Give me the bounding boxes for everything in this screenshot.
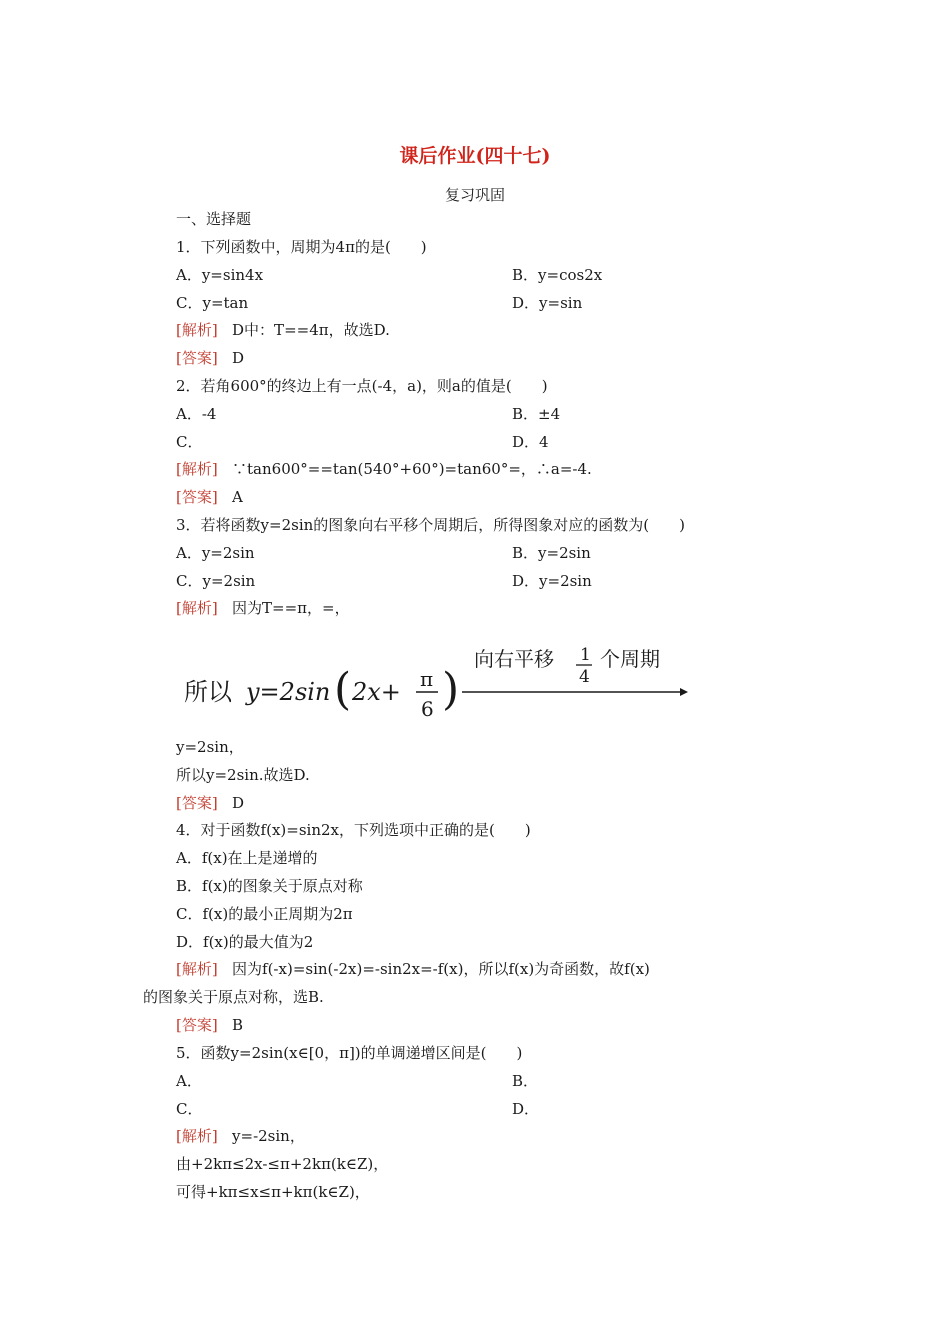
- figure-expr: y=2sin: [246, 678, 331, 706]
- analysis-text: 因为f(-x)=sin(-2x)=-sin2x=-f(x)，所以f(x)为奇函数，故f(x): [232, 960, 650, 978]
- q5-option-a: A．: [176, 1072, 202, 1090]
- arrow-head-icon: [680, 688, 688, 696]
- answer-text: A: [232, 488, 243, 506]
- q4-option-a: A．f(x)在上是递增的: [176, 849, 318, 867]
- answer-text: D: [232, 349, 245, 367]
- left-paren: (: [334, 664, 352, 715]
- section-subtitle: 复习巩固: [444, 186, 505, 204]
- q1-analysis: [176, 320, 390, 340]
- q3-after-2: 所以y=2sin.故选D.: [176, 766, 310, 784]
- q2-answer: [176, 487, 243, 507]
- frac-denominator: 6: [421, 697, 434, 721]
- analysis-text: y=-2sin，: [232, 1127, 305, 1145]
- q3-option-b: B．y=2sin: [512, 544, 591, 562]
- q5-stem: 5．函数y=2sin(x∈[0，π])的单调递增区间是( ): [176, 1044, 523, 1062]
- analysis-tag: [解析]: [176, 460, 218, 478]
- q5-step-3: 可得+kπ≤x≤π+kπ(k∈Z)，: [176, 1183, 370, 1201]
- frac-numerator: π: [420, 667, 434, 691]
- q2-option-d: D．4: [512, 433, 549, 451]
- page-title: 课后作业(四十七): [399, 145, 551, 167]
- q4-option-d: D．f(x)的最大值为2: [176, 933, 314, 951]
- analysis-tag: [解析]: [176, 960, 218, 978]
- q3-analysis: [176, 598, 350, 618]
- answer-tag: [答案]: [176, 794, 218, 812]
- q1-option-a: A．y=sin4x: [176, 266, 264, 284]
- q5-option-b: B．: [512, 1072, 539, 1090]
- figure-inner: 2x+: [352, 678, 401, 706]
- q5-analysis: [176, 1126, 305, 1146]
- q4-analysis-continued: 的图象关于原点对称，选B.: [143, 988, 324, 1006]
- answer-tag: [答案]: [176, 488, 218, 506]
- q4-stem: 4．对于函数f(x)=sin2x，下列选项中正确的是( ): [176, 821, 531, 839]
- arrow-label-right: 个周期: [600, 647, 660, 671]
- q2-stem: 2．若角600°的终边上有一点(-4，a)，则a的值是( ): [176, 377, 548, 395]
- q2-option-b: B．±4: [512, 405, 561, 423]
- q3-option-d: D．y=2sin: [512, 572, 592, 590]
- q4-option-b: B．f(x)的图象关于原点对称: [176, 877, 363, 895]
- q4-answer: [176, 1015, 243, 1035]
- arrow-frac-den: 4: [579, 667, 590, 687]
- q5-step-2: 由+2kπ≤2x-≤π+2kπ(k∈Z)，: [176, 1155, 389, 1173]
- q1-option-b: B．y=cos2x: [512, 266, 603, 284]
- q3-option-c: C．y=2sin: [176, 572, 256, 590]
- q1-stem: 1．下列函数中，周期为4π的是( ): [176, 238, 427, 256]
- q1-option-d: D．y=sin: [512, 294, 583, 312]
- q3-stem: 3．若将函数y=2sin的图象向右平移个周期后，所得图象对应的函数为( ): [176, 516, 685, 534]
- q3-option-a: A．y=2sin: [176, 544, 255, 562]
- transformation-svg: [180, 640, 700, 730]
- q1-option-c: C．y=tan: [176, 294, 249, 312]
- q2-option-a: A．-4: [176, 405, 217, 423]
- q3-after-1: y=2sin，: [176, 738, 244, 756]
- analysis-text: 因为T==π，=，: [232, 599, 350, 617]
- answer-text: B: [232, 1016, 244, 1034]
- q1-answer: [176, 348, 244, 368]
- q3-answer: [176, 793, 244, 813]
- arrow-label-left: 向右平移: [474, 647, 554, 671]
- section-heading: 一、选择题: [176, 210, 252, 228]
- q5-option-d: D．: [512, 1100, 540, 1118]
- q4-analysis: [176, 959, 650, 979]
- answer-text: D: [232, 794, 245, 812]
- q4-option-c: C．f(x)的最小正周期为2π: [176, 905, 353, 923]
- analysis-tag: [解析]: [176, 1127, 218, 1145]
- analysis-tag: [解析]: [176, 599, 218, 617]
- answer-tag: [答案]: [176, 349, 218, 367]
- answer-tag: [答案]: [176, 1016, 218, 1034]
- q2-option-c: C．: [176, 433, 203, 451]
- analysis-text: ∵tan600°==tan(540°+60°)=tan60°=，∴a=-4.: [232, 460, 592, 478]
- analysis-text: D中：T==4π，故选D.: [232, 321, 390, 339]
- arrow-frac-num: 1: [580, 645, 591, 665]
- analysis-tag: [解析]: [176, 321, 218, 339]
- q5-option-c: C．: [176, 1100, 203, 1118]
- figure-prefix: 所以: [184, 678, 232, 706]
- q2-analysis: [176, 459, 592, 479]
- transformation-figure: [180, 640, 700, 730]
- right-paren: ): [442, 664, 460, 715]
